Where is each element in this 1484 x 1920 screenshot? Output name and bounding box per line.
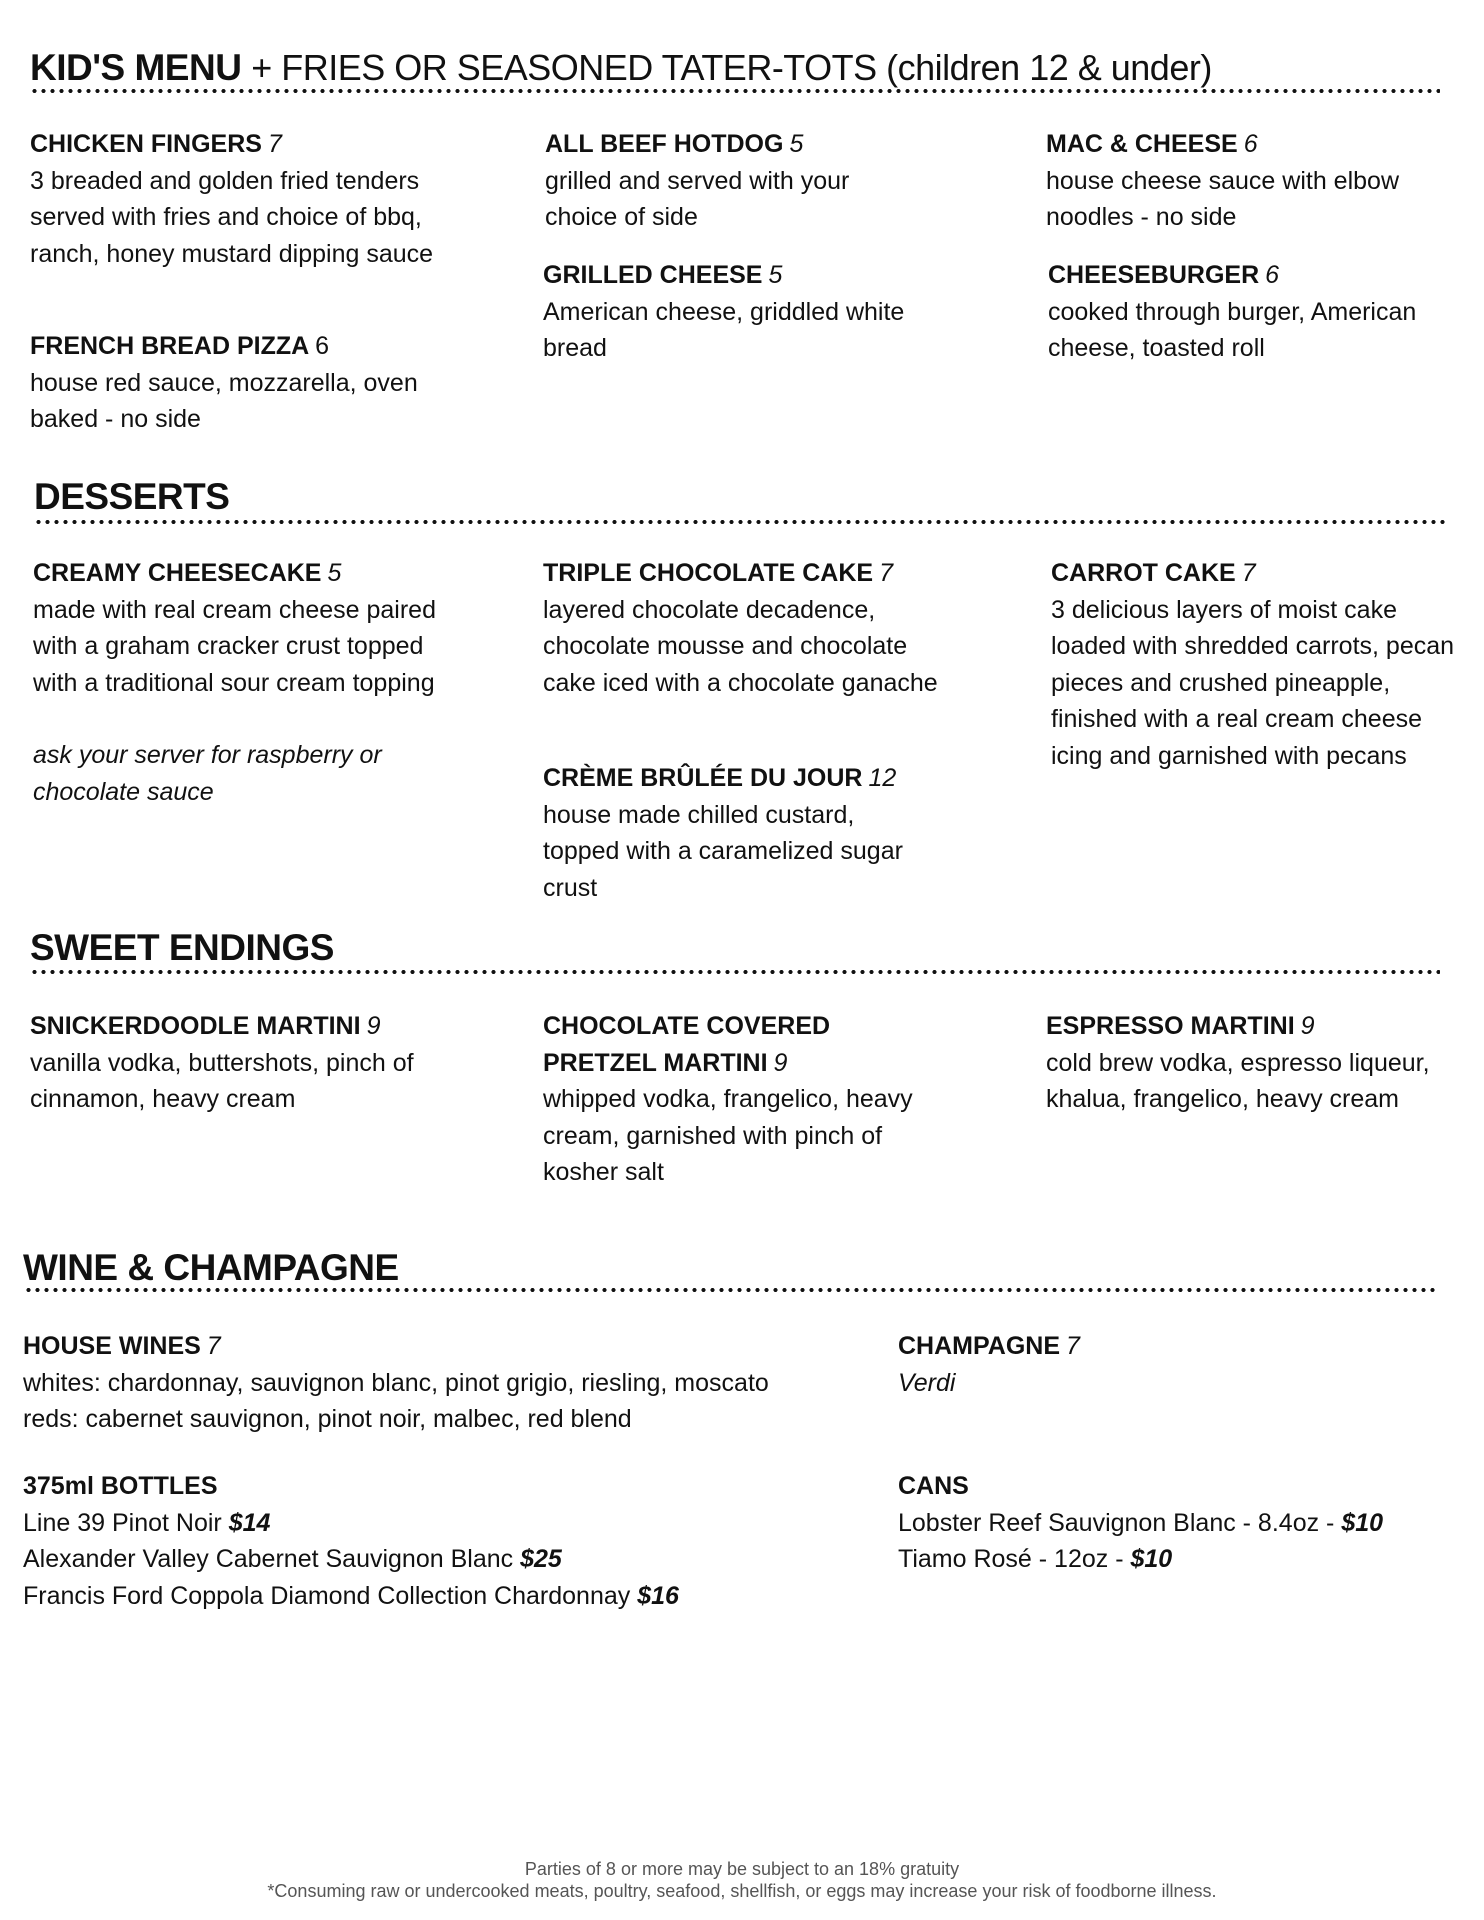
item-desc: vanilla vodka, buttershots, pinch of cinnamon, heavy cream [30, 1048, 414, 1113]
sweet-item-espresso-martini [1046, 1008, 1466, 1118]
sweet-item-snickerdoodle-martini [30, 1008, 450, 1118]
item-desc: cooked through burger, American cheese, toasted roll [1048, 297, 1417, 362]
item-price: 9 [366, 1012, 381, 1040]
can-line [898, 1505, 1458, 1542]
item-price: 9 [773, 1048, 788, 1077]
item-desc: cold brew vodka, espresso liqueur, khalua, frangelico, heavy cream [1046, 1048, 1430, 1113]
sweet-item-chocolate-covered-pretzel-martini [543, 1008, 953, 1191]
item-name: CARROT CAKE [1051, 559, 1236, 587]
item-price: 12 [868, 764, 897, 792]
dessert-item-carrot-cake [1051, 555, 1476, 774]
wine-375ml-bottles [23, 1468, 883, 1614]
item-name: CRÈME BRÛLÉE DU JOUR [543, 764, 863, 792]
item-name: FRENCH BREAD PIZZA [30, 332, 310, 360]
item-desc: 3 breaded and golden fried tenders served with fries and choice of bbq, ranch, honey mustard dipping sauce [30, 166, 434, 268]
wine-house-wines [23, 1328, 883, 1438]
item-price: 7 [1241, 559, 1256, 587]
item-note: ask your server for raspberry or chocolate sauce [33, 741, 382, 806]
item-name-line2: PRETZEL MARTINI [543, 1048, 768, 1077]
item-price: 6 [315, 332, 330, 360]
item-price: 5 [789, 130, 804, 158]
kids-divider [30, 89, 1440, 93]
item-desc: house cheese sauce with elbow noodles - no side [1046, 166, 1400, 231]
bottle-price: $16 [637, 1581, 679, 1610]
bottle-price: $14 [228, 1508, 271, 1537]
footer-gratuity-note: Parties of 8 or more may be subject to an 18% gratuity [524, 1859, 960, 1879]
item-name: SNICKERDOODLE MARTINI [30, 1012, 361, 1040]
kids-menu-subtitle: + FRIES OR SEASONED TATER-TOTS (children 12 & under) [251, 47, 1212, 88]
wine-divider [24, 1288, 1436, 1292]
kids-item-mac-and-cheese [1046, 126, 1446, 236]
can-price: $10 [1341, 1508, 1384, 1537]
kids-menu-heading [30, 46, 1212, 90]
item-desc: made with real cream cheese paired with a graham cracker crust topped with a traditional sour cream topping [33, 595, 436, 697]
item-price: 6 [1265, 261, 1280, 289]
item-name: CREAMY CHEESECAKE [33, 559, 322, 587]
item-desc: house red sauce, mozzarella, oven baked - no side [30, 368, 418, 433]
wine-champagne [898, 1328, 1298, 1401]
item-name: ESPRESSO MARTINI [1046, 1012, 1295, 1040]
bottle-line [23, 1505, 883, 1542]
item-desc: Verdi [898, 1368, 956, 1397]
kids-item-all-beef-hotdog [545, 126, 905, 236]
bottle-label: Line 39 Pinot Noir [23, 1508, 222, 1537]
item-desc: house made chilled custard, topped with a caramelized sugar crust [543, 800, 903, 902]
item-name: CHEESEBURGER [1048, 261, 1260, 289]
house-reds: reds: cabernet sauvignon, pinot noir, malbec, red blend [23, 1405, 632, 1433]
dessert-item-creme-brulee [543, 760, 923, 906]
item-name: 375ml BOTTLES [23, 1472, 218, 1500]
footer-consumption-warning: *Consuming raw or undercooked meats, poultry, seafood, shellfish, or eggs may increase your risk of foodborne illness. [267, 1881, 1217, 1901]
item-name: GRILLED CHEESE [543, 261, 763, 289]
desserts-divider [34, 520, 1446, 524]
wine-heading: WINE & CHAMPAGNE [23, 1247, 399, 1288]
can-label: Tiamo Rosé - 12oz - [898, 1545, 1124, 1573]
item-desc: 3 delicious layers of moist cake loaded with shredded carrots, pecan pieces and crushed pineapple, finished with a real cream cheese icing and garnished with pecans [1051, 595, 1455, 770]
kids-menu-title: KID'S MENU [30, 47, 242, 88]
item-price: 7 [879, 559, 893, 587]
desserts-heading: DESSERTS [34, 476, 230, 517]
item-name: ALL BEEF HOTDOG [545, 130, 784, 158]
item-name: CHAMPAGNE [898, 1332, 1061, 1360]
item-price: 6 [1243, 130, 1258, 158]
item-desc: grilled and served with your choice of side [545, 166, 850, 231]
item-price: 9 [1300, 1012, 1315, 1040]
item-name: HOUSE WINES [23, 1332, 201, 1360]
sweet-endings-divider [30, 970, 1440, 974]
item-price: 7 [206, 1332, 221, 1360]
item-name: MAC & CHEESE [1046, 130, 1238, 158]
bottle-label: Alexander Valley Cabernet Sauvignon Blanc [23, 1545, 514, 1573]
kids-item-grilled-cheese [543, 257, 963, 367]
item-desc: American cheese, griddled white bread [543, 297, 905, 362]
house-whites: whites: chardonnay, sauvignon blanc, pinot grigio, riesling, moscato [23, 1368, 769, 1397]
bottle-line [23, 1578, 883, 1615]
item-desc: layered chocolate decadence, chocolate mousse and chocolate cake iced with a chocolate ganache [543, 595, 938, 697]
item-price: 5 [327, 559, 342, 587]
can-label: Lobster Reef Sauvignon Blanc - 8.4oz - [898, 1508, 1335, 1537]
bottle-price: $25 [520, 1545, 562, 1573]
item-price: 5 [768, 261, 783, 289]
item-name-line1: CHOCOLATE COVERED [543, 1012, 831, 1040]
item-price: 7 [267, 130, 282, 158]
item-price: 7 [1066, 1332, 1080, 1360]
kids-item-french-bread-pizza [30, 328, 450, 438]
dessert-item-creamy-cheesecake [33, 555, 453, 810]
sweet-endings-heading: SWEET ENDINGS [30, 927, 334, 968]
can-line [898, 1541, 1458, 1578]
kids-item-chicken-fingers [30, 126, 450, 272]
item-name: TRIPLE CHOCOLATE CAKE [543, 559, 874, 587]
wine-cans [898, 1468, 1458, 1578]
can-price: $10 [1130, 1545, 1173, 1573]
bottle-line [23, 1541, 883, 1578]
item-name: CHICKEN FINGERS [30, 130, 262, 158]
item-name: CANS [898, 1472, 969, 1500]
dessert-item-triple-chocolate-cake [543, 555, 943, 701]
item-desc: whipped vodka, frangelico, heavy cream, garnished with pinch of kosher salt [543, 1085, 913, 1186]
kids-item-cheeseburger [1048, 257, 1473, 367]
bottle-label: Francis Ford Coppola Diamond Collection Chardonnay [23, 1581, 631, 1610]
